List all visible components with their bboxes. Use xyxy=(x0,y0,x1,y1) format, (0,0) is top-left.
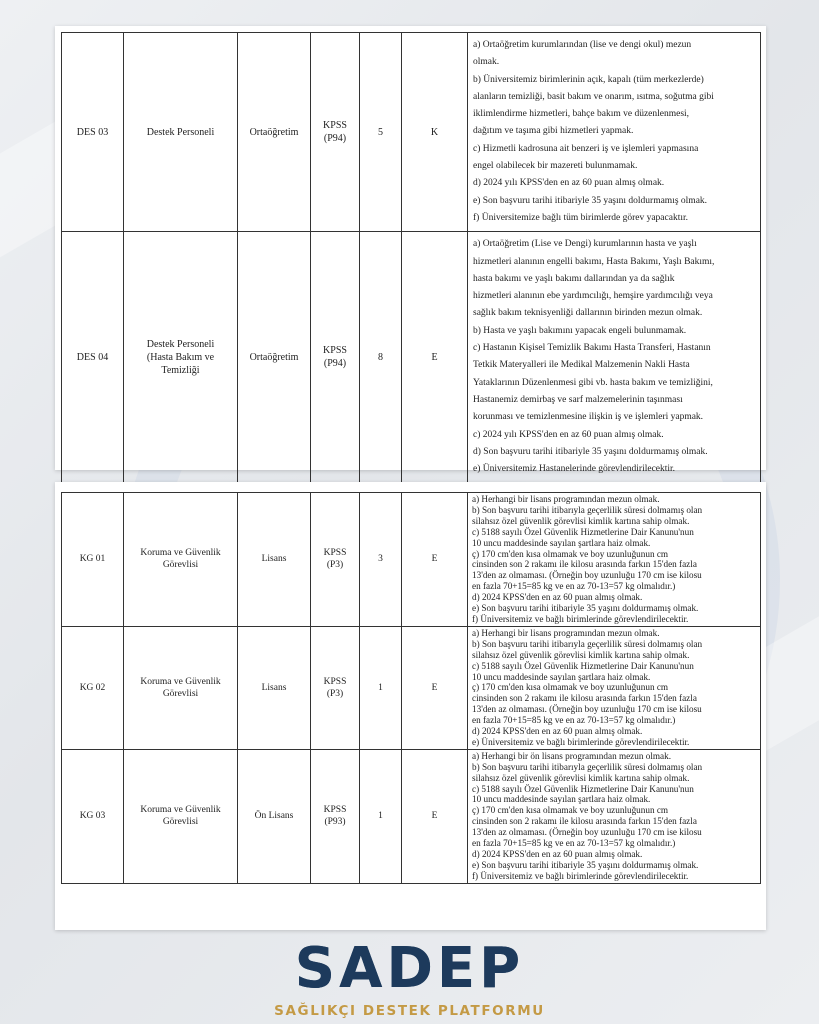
requirements-line: a) Herhangi bir lisans programından mezun olmak. xyxy=(472,494,660,504)
position-title-line: (Hasta Bakım ve xyxy=(146,351,215,363)
requirements-line: c) Hastanın Kişisel Temizlik Bakımı Hasta Transferi, Hastanın xyxy=(473,343,711,354)
requirements-line: dağıtım ve taşıma gibi hizmetleri yapmak. xyxy=(473,126,634,137)
requirements-line: en fazla 70+15=85 kg ve en az 70-13=57 kg olmalıdır.) xyxy=(472,838,676,849)
requirements xyxy=(468,232,761,483)
requirements-line: d) 2024 KPSS'den en az 60 puan almış olmak. xyxy=(472,592,643,603)
positions-table-1 xyxy=(61,32,761,483)
position-title-line: Görevlisi xyxy=(162,560,199,571)
requirements-line: 13'den az olmaması. (Örneğin boy uzunluğu 170 cm ise kilosu xyxy=(472,827,702,838)
positions-table-2 xyxy=(61,492,761,884)
position-count: 1 xyxy=(360,749,402,883)
brand-logo xyxy=(0,938,819,1020)
document-page-1 xyxy=(55,26,766,475)
gender: E xyxy=(402,749,468,883)
table-body-1 xyxy=(62,33,761,483)
requirements-line: d) 2024 yılı KPSS'den en az 60 puan almış olmak. xyxy=(473,178,665,189)
brand-subtitle: SAĞLIKÇI DESTEK PLATFORMU xyxy=(274,1003,545,1019)
kpss-type xyxy=(311,626,360,749)
kpss-type-line: KPSS xyxy=(323,548,347,559)
requirements-line: ç) 170 cm'den kısa olmamak ve boy uzunluğunun cm xyxy=(472,682,669,693)
gender: E xyxy=(402,626,468,749)
table-row xyxy=(62,493,761,627)
position-code: KG 01 xyxy=(62,493,124,627)
requirements-line: cinsinden son 2 rakamı ile kilosu arasında farkın 15'den fazla xyxy=(472,816,697,827)
requirements-line: e) Son başvuru tarihi itibariyle 35 yaşını doldurmamış olmak. xyxy=(472,603,699,614)
requirements-line: f) Üniversitemize bağlı tüm birimlerde görev yapacaktır. xyxy=(473,212,688,223)
requirements-line: Tetkik Materyalleri ile Medikal Malzemenin Nakli Hasta xyxy=(473,360,690,371)
position-count: 8 xyxy=(360,232,402,483)
requirements-line: 10 uncu maddesinde sayılan şartlara haiz olmak. xyxy=(472,537,651,548)
education-level: Ortaöğretim xyxy=(238,232,311,483)
position-count: 5 xyxy=(360,33,402,232)
requirements xyxy=(468,749,761,883)
requirements-line: hizmetleri alanının ebe yardımcılığı, hemşire yardımcılığı veya xyxy=(473,291,713,302)
gender: K xyxy=(402,33,468,232)
requirements-line: 13'den az olmaması. (Örneğin boy uzunluğu 170 cm ise kilosu xyxy=(472,704,702,715)
requirements-line: cinsinden son 2 rakamı ile kilosu arasında farkın 15'den fazla xyxy=(472,693,697,704)
education-level: Ortaöğretim xyxy=(238,33,311,232)
position-title xyxy=(124,626,238,749)
kpss-type-line: (P94) xyxy=(323,358,347,370)
brand-title: SADEP xyxy=(294,936,525,1001)
requirements-line: b) Son başvuru tarihi itibarıyla geçerlilik süresi dolmamış olan xyxy=(472,638,703,649)
kpss-type-line: KPSS xyxy=(323,345,347,357)
requirements-line: c) 5188 sayılı Özel Güvenlik Hizmetlerine Dair Kanunu'nun xyxy=(472,783,694,794)
requirements-line: hizmetleri alanının engelli bakımı, Hasta Bakımı, Yaşlı Bakımı, xyxy=(473,256,715,267)
requirements-line: 10 uncu maddesinde sayılan şartlara haiz olmak. xyxy=(472,671,651,682)
kpss-type-line: (P3) xyxy=(326,688,344,699)
requirements-line: ç) 170 cm'den kısa olmamak ve boy uzunluğunun cm xyxy=(472,805,669,816)
requirements-line: b) Hasta ve yaşlı bakımını yapacak engeli bulunmamak. xyxy=(473,325,687,336)
requirements-line: b) Üniversitemiz birimlerinin açık, kapalı (tüm merkezlerde) xyxy=(473,74,704,85)
position-title-line: Koruma ve Güvenlik xyxy=(140,676,221,687)
position-title-line: Görevlisi xyxy=(162,817,199,828)
requirements-line: a) Herhangi bir lisans programından mezun olmak. xyxy=(472,627,660,638)
requirements-line: Hastanemiz demirbaş ve sarf malzemelerinin taşınması xyxy=(473,394,683,405)
requirements-line: 13'den az olmaması. (Örneğin boy uzunluğu 170 cm ise kilosu xyxy=(472,570,702,581)
requirements-line: cinsinden son 2 rakamı ile kilosu arasında farkın 15'den fazla xyxy=(472,559,697,570)
position-count: 3 xyxy=(360,493,402,627)
requirements-line: e) Üniversitemiz ve bağlı birimlerinde görevlendirilecektir. xyxy=(472,736,690,747)
requirements-line: c) 2024 yılı KPSS'den en az 60 puan almış olmak. xyxy=(473,429,664,440)
requirements-line: sağlık bakım teknisyenliği dallarının birinden mezun olmak. xyxy=(473,308,703,319)
kpss-type-line: KPSS xyxy=(323,676,347,687)
document-page-2 xyxy=(55,482,766,930)
position-code: DES 03 xyxy=(62,33,124,232)
requirements-line: d) Son başvuru tarihi itibariyle 35 yaşını doldurmamış olmak. xyxy=(473,446,708,457)
kpss-type-line: (P94) xyxy=(323,133,347,145)
table-row xyxy=(62,33,761,232)
kpss-type-line: (P93) xyxy=(324,817,346,828)
gender: E xyxy=(402,493,468,627)
requirements-line: c) 5188 sayılı Özel Güvenlik Hizmetlerine Dair Kanunu'nun xyxy=(472,526,694,537)
position-code: DES 04 xyxy=(62,232,124,483)
education-level: Lisans xyxy=(238,493,311,627)
requirements-line: Yataklarının Düzenlenmesi gibi vb. hasta bakım ve temizliğini, xyxy=(473,377,713,388)
requirements-line: hasta bakımı ve yaşlı bakımı dallarından ya da sağlık xyxy=(473,273,675,284)
requirements-line: en fazla 70+15=85 kg ve en az 70-13=57 kg olmalıdır.) xyxy=(472,715,676,726)
table-body-2 xyxy=(62,493,761,884)
requirements-line: en fazla 70+15=85 kg ve en az 70-13=57 kg olmalıdır.) xyxy=(472,581,676,592)
requirements-line: a) Ortaöğretim kurumlarından (lise ve dengi okul) mezun xyxy=(473,40,692,50)
requirements-line: 10 uncu maddesinde sayılan şartlara haiz olmak. xyxy=(472,794,651,805)
position-title xyxy=(124,33,238,232)
requirements-line: b) Son başvuru tarihi itibarıyla geçerlilik süresi dolmamış olan xyxy=(472,761,703,772)
requirements-line: f) Üniversitemiz ve bağlı birimlerinde görevlendirilecektir. xyxy=(472,870,689,881)
requirements-line: korunması ve temizlenmesine ilişkin iş ve işlemleri yapmak. xyxy=(473,412,704,423)
requirements-line: a) Herhangi bir ön lisans programından mezun olmak. xyxy=(472,750,672,761)
requirements-line: iklimlendirme hizmetleri, bahçe bakım ve düzenlenmesi, xyxy=(473,109,690,120)
kpss-type-line: (P3) xyxy=(326,560,344,571)
position-title xyxy=(124,749,238,883)
position-title-line: Koruma ve Güvenlik xyxy=(140,805,221,816)
requirements xyxy=(468,626,761,749)
requirements-line: ç) 170 cm'den kısa olmamak ve boy uzunluğunun cm xyxy=(472,548,669,559)
kpss-type-line: KPSS xyxy=(323,120,347,132)
kpss-type xyxy=(311,232,360,483)
requirements-line: e) Üniversitemiz Hastanelerinde görevlendirilecektir. xyxy=(473,464,676,475)
requirements-line: e) Son başvuru tarihi itibariyle 35 yaşını doldurmamış olmak. xyxy=(472,859,699,870)
requirements-line: alanların temizliği, basit bakım ve onarım, ısıtma, soğutma gibi xyxy=(473,91,714,102)
position-title xyxy=(124,232,238,483)
kpss-type xyxy=(311,33,360,232)
table-row xyxy=(62,626,761,749)
requirements-line: e) Son başvuru tarihi itibariyle 35 yaşını doldurmamış olmak. xyxy=(473,195,708,206)
kpss-type-line: KPSS xyxy=(323,805,347,816)
kpss-type xyxy=(311,493,360,627)
requirements xyxy=(468,493,761,627)
requirements-line: c) 5188 sayılı Özel Güvenlik Hizmetlerine Dair Kanunu'nun xyxy=(472,660,694,671)
requirements-line: c) Hizmetli kadrosuna ait benzeri iş ve işlemleri yapmasına xyxy=(473,143,699,154)
requirements-line: a) Ortaöğretim (Lise ve Dengi) kurumlarının hasta ve yaşlı xyxy=(473,239,697,250)
position-code: KG 03 xyxy=(62,749,124,883)
education-level: Lisans xyxy=(238,626,311,749)
gender: E xyxy=(402,232,468,483)
position-title-line: Destek Personeli xyxy=(146,126,215,138)
position-title xyxy=(124,493,238,627)
position-title-line: Temizliği xyxy=(161,364,200,376)
table-row xyxy=(62,749,761,883)
requirements-line: f) Üniversitemiz ve bağlı birimlerinde görevlendirilecektir. xyxy=(472,613,689,624)
requirements-line: silahsız özel güvenlik görevlisi kimlik kartına sahip olmak. xyxy=(472,649,690,660)
position-title-line: Görevlisi xyxy=(162,688,199,699)
position-count: 1 xyxy=(360,626,402,749)
requirements-line: b) Son başvuru tarihi itibarıyla geçerlilik süresi dolmamış olan xyxy=(472,504,703,515)
requirements-line: silahsız özel güvenlik görevlisi kimlik kartına sahip olmak. xyxy=(472,772,690,783)
table-row xyxy=(62,232,761,483)
education-level: Ön Lisans xyxy=(238,749,311,883)
requirements-line: silahsız özel güvenlik görevlisi kimlik kartına sahip olmak. xyxy=(472,515,690,526)
requirements xyxy=(468,33,761,232)
requirements-line: d) 2024 KPSS'den en az 60 puan almış olmak. xyxy=(472,726,643,737)
kpss-type xyxy=(311,749,360,883)
requirements-line: engel olabilecek bir mazereti bulunmamak. xyxy=(473,161,638,172)
position-code: KG 02 xyxy=(62,626,124,749)
position-title-line: Destek Personeli xyxy=(146,338,215,350)
requirements-line: olmak. xyxy=(473,57,500,68)
requirements-line: d) 2024 KPSS'den en az 60 puan almış olmak. xyxy=(472,849,643,859)
position-title-line: Koruma ve Güvenlik xyxy=(140,548,221,559)
